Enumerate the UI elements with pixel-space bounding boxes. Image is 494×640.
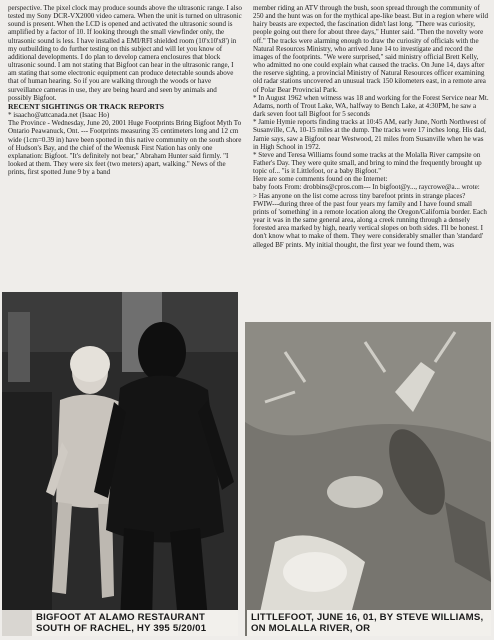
internet-comments-intro: Here are some comments found on the Internet: [253, 175, 388, 184]
report-susanville: * Jamie Hymie reports finding tracks at 10:45 AM, early June, North Northwest of Susanville, CA, 10-15 miles at the dump. The tracks were 17 inches long. His dad, Jamie says, saw a Bigfoot near Westwood, 21 miles from Susanville when he was in High School in 1972. [253, 118, 487, 151]
report-molalla: * Steve and Teresa Williams found some tracks at the Molalla River campsite on Father's Day. They were quite small, and bring to mind the frequently brought up topic of... "is it Littlefoot, or a baby Bigfoot." [253, 150, 482, 176]
caption-littlefoot: LITTLEFOOT, JUNE 16, 01, BY STEVE WILLIAMS, ON MOLALLA RIVER, OR [247, 610, 491, 636]
contact-email-line: * isaacho@attcanada.net (Isaac Ho) [8, 111, 110, 120]
footprint-illustration [245, 322, 491, 636]
right-text-column [253, 4, 489, 249]
bigfoot-costume-illustration [2, 292, 238, 636]
email-header-line: baby foots From: drobbins@cpros.com--- In bigfoot@y..., raycrowe@a... wrote: [253, 183, 480, 192]
section-heading: RECENT SIGHTINGS OR TRACK REPORTS [8, 101, 165, 111]
quoted-question: > Has anyone on the list come across tiny barefoot prints in strange places? [253, 191, 466, 200]
ultrasonic-paragraph: perspective. The pixel clock may produce sounds above the ultrasonic range. I also tested my Sony DCR-VX2000 video camera. When the unit is turned on ultrasonic sound is present. When the LCD is opened and activated the ultrasonic sound is amplified by a factor of 10. If looking through the small viewfinder only, the ultrasonic sound is less. I have installed a EMI/RFI shielded room (10'x10'x8') in my outbuilding to do further testing on this subject and will let you know of additional developments. I do plan to develop camera enclosures that block ultrasonic sound. I am not stating that Bigfoot can hear in the ultrasonic range, I am stating that some electronic equipment can produce detectable sounds above that of human hearing. So if you are walking through the woods or have surveillance cameras in use, they are being heard and seen by animals and possibly Bigfoot. [8, 4, 242, 102]
report-mt-adams: * In August 1962 when witness was 18 and working for the Forest Service near Mt. Adams, north of Trout Lake, WA, halfway to Bench Lake, at 4:30PM, he saw a dark seven foot tall Bigfoot for 5 seconds [253, 93, 489, 119]
littlefoot-track-photo [245, 322, 491, 636]
bigfoot-costume-photo [2, 292, 238, 636]
caption-bigfoot-alamo: BIGFOOT AT ALAMO RESTAURANT SOUTH OF RACHEL, HY 395 5/20/01 [32, 610, 238, 636]
left-text-column [8, 4, 242, 176]
province-article-paragraph: The Province - Wednesday, June 20, 2001 Huge Footprints Bring Bigfoot Myth To Ontario Peawanuck, Ont. --- Footprints measuring 35 centimeters long and 12 cm wide (1cm=0.39 in) have been spotted in this native community on the south shore of Hudson's Bay, and the chief of the Weenusk First Nation has only one explanation: Bigfoot. "It's definitely not bear," Abraham Hunter said firmly. "I looked at them. They were six feet (two meters) apart, walking." News of the prints, first spotted June 9 by a band [8, 119, 242, 177]
article-continued-paragraph: member riding an ATV through the bush, soon spread through the community of 250 and the hunt was on for the mythical ape-like beast. But in a region where wild hairy beasts are expected, the fascination didn't last long. "There was curiosity, people going out there for about three days," Hunter said. "Then the novelty wore off." The tracks were alarming enough to draw the curiosity of officials with the Natural Resources Ministry, who arrived June 14 to investigate and record the images of the footprints. "We were surprised," said ministry official Brett Kelly, who admitted no one could explain what caused the tracks. On June 14, days after the reserve sighting, a provincial Ministry of Natural Resources officer examining old radar stations uncovered an unusual track 150 kilometers east, in a remote area of Polar Bear Provincial Park. [253, 4, 489, 94]
fwiw-paragraph: FWIW---during three of the past four years my family and I have found small prints of 'something' in a remote location along the Oregon/California border. Each year it was in the same general area, along a creek running through a densely forested area marked by high, nearly vertical slopes on both sides. I'll be honest. I don't know what to make of them. They were considerably smaller than 'standard' alleged BF prints. My initial thought, the first year we found them, was [253, 199, 487, 249]
